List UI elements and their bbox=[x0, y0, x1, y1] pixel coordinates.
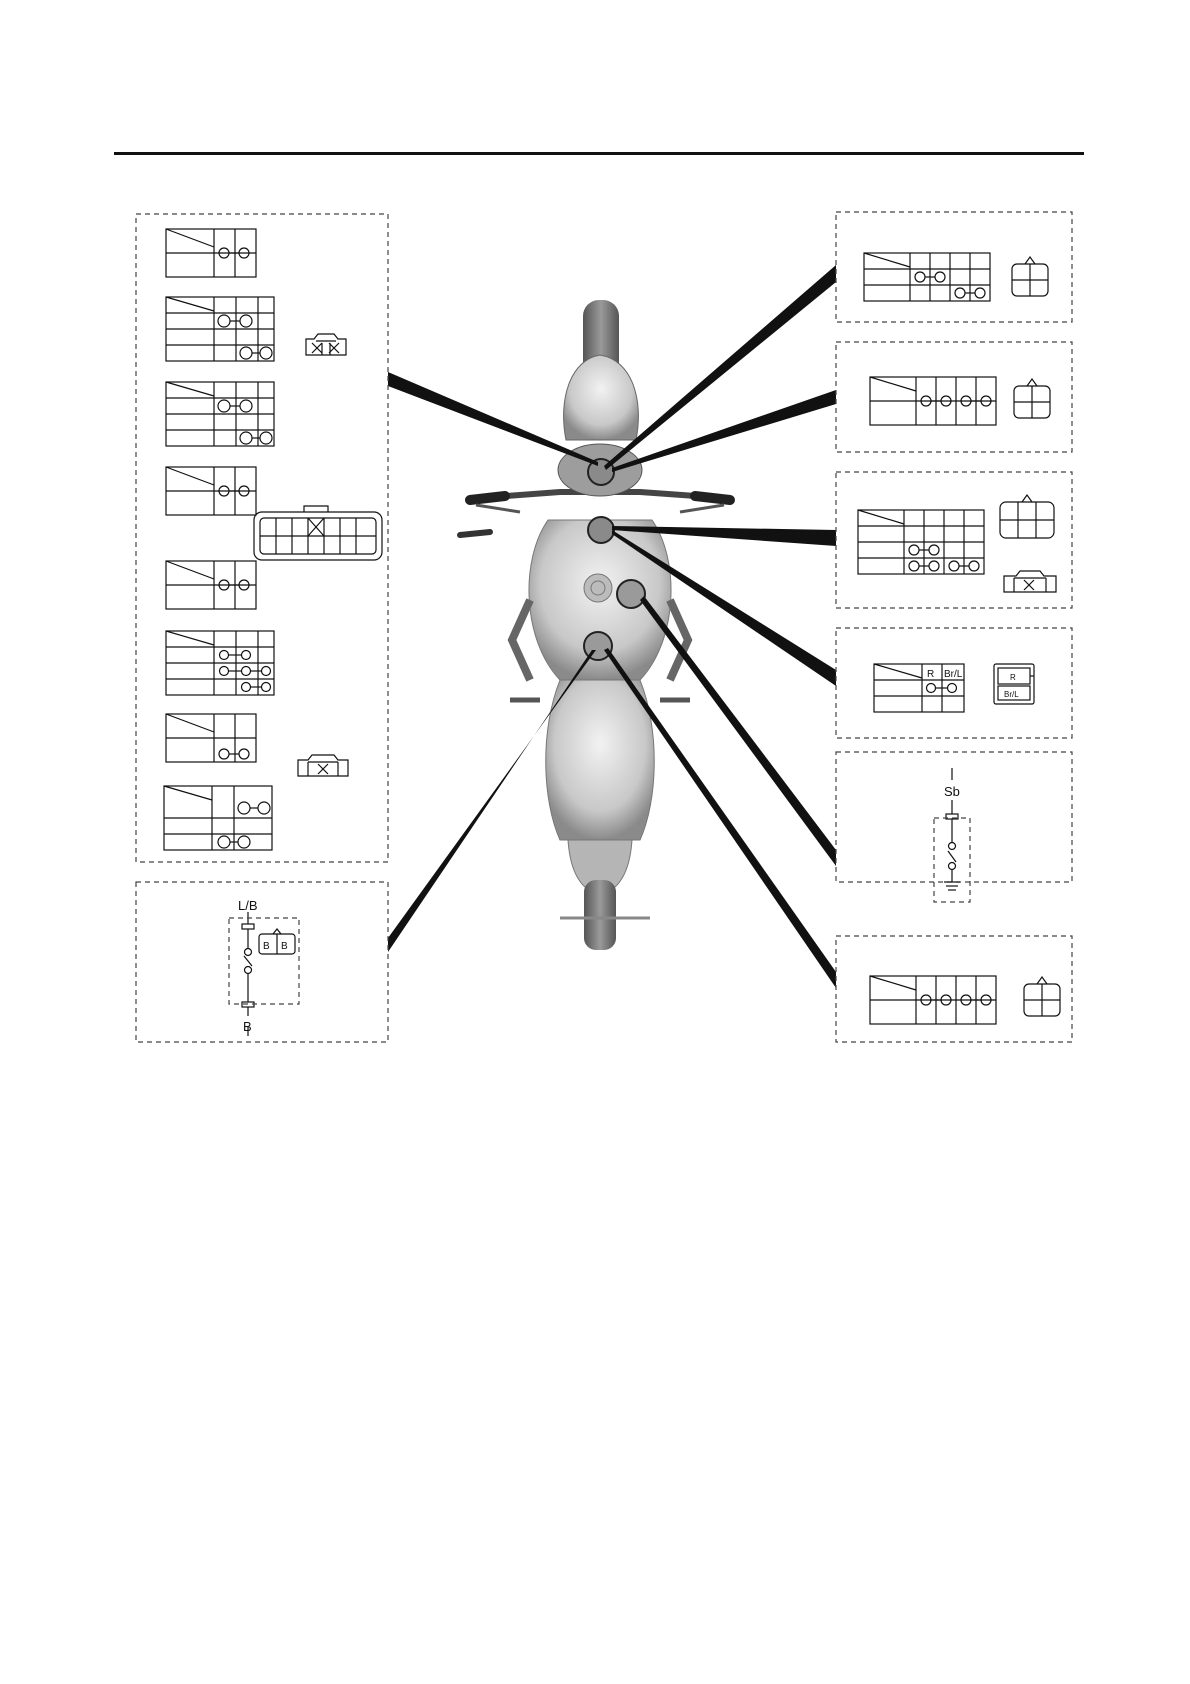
wire-label-b: B bbox=[243, 1019, 252, 1034]
right-switch-box-3 bbox=[836, 472, 1072, 608]
switch-circuit-lb-b bbox=[229, 912, 299, 1036]
coupler-pin-r: R bbox=[1010, 673, 1016, 682]
continuity-table-4 bbox=[166, 467, 256, 515]
continuity-table-r2 bbox=[870, 377, 996, 425]
continuity-table-r6 bbox=[870, 976, 996, 1024]
connector-icon-r3b bbox=[1004, 571, 1056, 592]
wire-label-sb: Sb bbox=[944, 784, 960, 799]
right-switch-box-2 bbox=[836, 342, 1072, 452]
coupler-pin-b-left: B bbox=[263, 941, 270, 952]
continuity-table-7 bbox=[166, 714, 256, 762]
continuity-table-5 bbox=[166, 561, 256, 609]
continuity-table-3 bbox=[166, 382, 274, 446]
left-switch-group-box bbox=[136, 214, 388, 862]
connector-icon-2 bbox=[298, 755, 348, 776]
connector-icon-r1 bbox=[1012, 257, 1048, 296]
continuity-table-8 bbox=[164, 786, 272, 850]
coupler-pin-brl: Br/L bbox=[1004, 690, 1019, 699]
continuity-table-6 bbox=[166, 631, 274, 695]
column-label-brl: Br/L bbox=[944, 669, 963, 680]
continuity-table-r3 bbox=[858, 510, 984, 574]
left-lower-switch-box bbox=[136, 882, 388, 1042]
connector-icon-r6 bbox=[1024, 977, 1060, 1016]
coupler-pin-b-right: B bbox=[281, 941, 288, 952]
right-switch-box-1 bbox=[836, 212, 1072, 322]
connector-icon-1 bbox=[306, 334, 346, 355]
continuity-table-r1 bbox=[864, 253, 990, 301]
left-switch-tables bbox=[164, 229, 382, 850]
connector-icon-large bbox=[254, 506, 382, 560]
right-switch-box-4 bbox=[836, 628, 1072, 738]
wire-label-lb: L/B bbox=[238, 898, 258, 913]
right-switch-box-6 bbox=[836, 936, 1072, 1042]
motorcycle-top-view bbox=[460, 300, 740, 950]
connector-icon-r3a bbox=[1000, 495, 1054, 538]
column-label-r: R bbox=[927, 669, 935, 680]
continuity-table-2 bbox=[166, 297, 274, 361]
continuity-table-1 bbox=[166, 229, 256, 277]
connector-icon-r2 bbox=[1014, 379, 1050, 418]
